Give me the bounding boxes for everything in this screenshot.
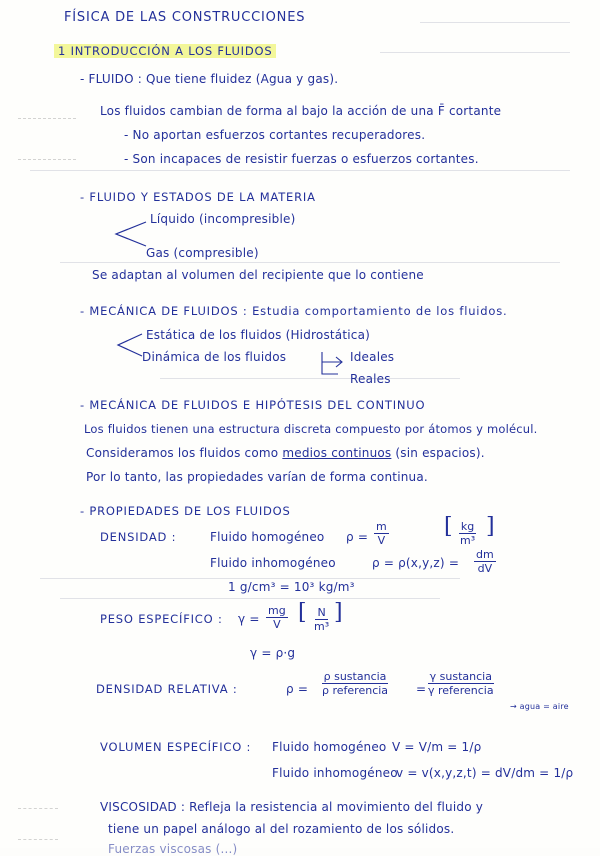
- page-title: FÍSICA DE LAS CONSTRUCCIONES: [64, 10, 306, 25]
- relativa-fraction: [320, 670, 390, 697]
- branch-bracket-icon: [112, 330, 146, 360]
- unit-bracket-open: [: [298, 600, 307, 625]
- mecanica-dinamica: Dinámica de los fluidos: [142, 350, 287, 364]
- relativa-label: DENSIDAD RELATIVA :: [96, 682, 238, 696]
- fraction-denominator: γ referencia: [428, 684, 494, 697]
- fraction-denominator: dV: [477, 562, 493, 575]
- margin-smudge: [18, 808, 58, 840]
- hipotesis-line-3: Por lo tanto, las propiedades varían de forma continua.: [86, 470, 428, 484]
- fluido-line-2: - No aportan esfuerzos cortantes recuperadores.: [124, 128, 426, 142]
- estados-gas: Gas (compresible): [146, 246, 259, 260]
- viscosidad-line-3: Fuerzas viscosas (...): [108, 842, 238, 856]
- hipotesis-line-2-emph: medios continuos: [282, 446, 392, 460]
- densidad-units: [458, 520, 477, 547]
- densidad-inhomog-eq: ρ = ρ(x,y,z) =: [372, 556, 460, 570]
- unit-bracket-close: ]: [334, 600, 343, 625]
- fluido-line-3: - Son incapaces de resistir fuerzas o esfuerzos cortantes.: [124, 152, 479, 166]
- densidad-fraction: [374, 520, 389, 547]
- densidad-label: DENSIDAD :: [100, 530, 177, 544]
- peso-label: PESO ESPECÍFICO :: [100, 612, 223, 626]
- bleed-through-line: [420, 22, 570, 23]
- hipotesis-line-2: [86, 446, 485, 460]
- volumen-inhomog-eq: v = v(x,y,z,t) = dV/dm = 1/ρ: [396, 766, 574, 780]
- peso-eq: γ =: [238, 612, 260, 626]
- bleed-through-line: [60, 262, 560, 263]
- unit-bracket-open: [: [444, 514, 453, 539]
- viscosidad-line-2: tiene un papel análogo al del rozamiento de los sólidos.: [108, 822, 455, 836]
- volumen-inhomogeneo: Fluido inhomogéneo: [272, 766, 398, 780]
- mecanica-heading: - MECÁNICA DE FLUIDOS : Estudia comportamiento de los fluidos.: [80, 304, 508, 318]
- densidad-homogeneo: Fluido homogéneo: [210, 530, 325, 544]
- bleed-through-line: [160, 378, 460, 379]
- bleed-through-line: [380, 52, 570, 53]
- fraction-denominator: V: [273, 618, 281, 631]
- propiedades-heading: - PROPIEDADES DE LOS FLUIDOS: [80, 504, 291, 518]
- relativa-note: → agua = aire: [510, 702, 569, 711]
- densidad-inhomogeneo: Fluido inhomogéneo: [210, 556, 336, 570]
- margin-smudge: [18, 118, 76, 160]
- fraction-numerator: γ sustancia: [429, 670, 492, 683]
- fraction-denominator: ρ referencia: [322, 684, 389, 697]
- fraction-numerator: mg: [268, 604, 286, 617]
- hipotesis-line-2-end: (sin espacios).: [395, 446, 485, 460]
- densidad-conversion: 1 g/cm³ = 10³ kg/m³: [228, 580, 355, 594]
- unit-denominator: m³: [460, 534, 476, 547]
- bleed-through-line: [30, 170, 570, 171]
- unit-numerator: N: [317, 606, 326, 619]
- fraction-numerator: ρ sustancia: [323, 670, 387, 683]
- split-arrow-icon: [318, 348, 348, 378]
- peso-units: [312, 606, 331, 633]
- fraction-numerator: dm: [476, 548, 494, 561]
- estados-heading: - FLUIDO Y ESTADOS DE LA MATERIA: [80, 190, 316, 204]
- fluido-definition: - FLUIDO : Que tiene fluidez (Agua y gas).: [80, 72, 339, 86]
- estados-liquido: Líquido (incompresible): [150, 212, 296, 226]
- peso-fraction: [266, 604, 288, 631]
- estados-note: Se adaptan al volumen del recipiente que lo contiene: [92, 268, 424, 282]
- fraction-denominator: V: [377, 534, 386, 547]
- volumen-label: VOLUMEN ESPECÍFICO :: [100, 740, 252, 754]
- unit-bracket-close: ]: [486, 514, 495, 539]
- mecanica-ideales: Ideales: [350, 350, 395, 364]
- hipotesis-line-1: Los fluidos tienen una estructura discreta compuesto por átomos y molécul.: [84, 422, 538, 436]
- mecanica-reales: Reales: [350, 372, 391, 386]
- densidad-homog-eq: ρ =: [346, 530, 369, 544]
- fraction-numerator: m: [376, 520, 387, 533]
- bleed-through-line: [60, 598, 440, 599]
- relativa-fraction-2: [426, 670, 496, 697]
- fluido-line-1: Los fluidos cambian de forma al bajo la acción de una F̄ cortante: [100, 104, 502, 118]
- hipotesis-heading: - MECÁNICA DE FLUIDOS E HIPÓTESIS DEL CONTINUO: [80, 398, 426, 412]
- relativa-eq-2: =: [416, 682, 427, 696]
- relativa-eq: ρ =: [286, 682, 309, 696]
- viscosidad-line-1: VISCOSIDAD : Refleja la resistencia al movimiento del fluido y: [100, 800, 484, 814]
- section-heading-text: 1 INTRODUCCIÓN A LOS FLUIDOS: [54, 44, 276, 58]
- unit-denominator: m³: [314, 620, 330, 633]
- peso-eq-2: γ = ρ·g: [250, 646, 296, 660]
- hipotesis-line-2-start: Consideramos los fluidos como: [86, 446, 279, 460]
- mecanica-estatica: Estática de los fluidos (Hidrostática): [146, 328, 371, 342]
- volumen-homog-eq: V = V/m = 1/ρ: [392, 740, 482, 754]
- unit-numerator: kg: [460, 520, 475, 533]
- volumen-homogeneo: Fluido homogéneo: [272, 740, 387, 754]
- section-heading: [54, 44, 276, 58]
- branch-bracket-icon: [110, 218, 150, 250]
- densidad-derivative: [474, 548, 496, 575]
- bleed-through-line: [40, 578, 460, 579]
